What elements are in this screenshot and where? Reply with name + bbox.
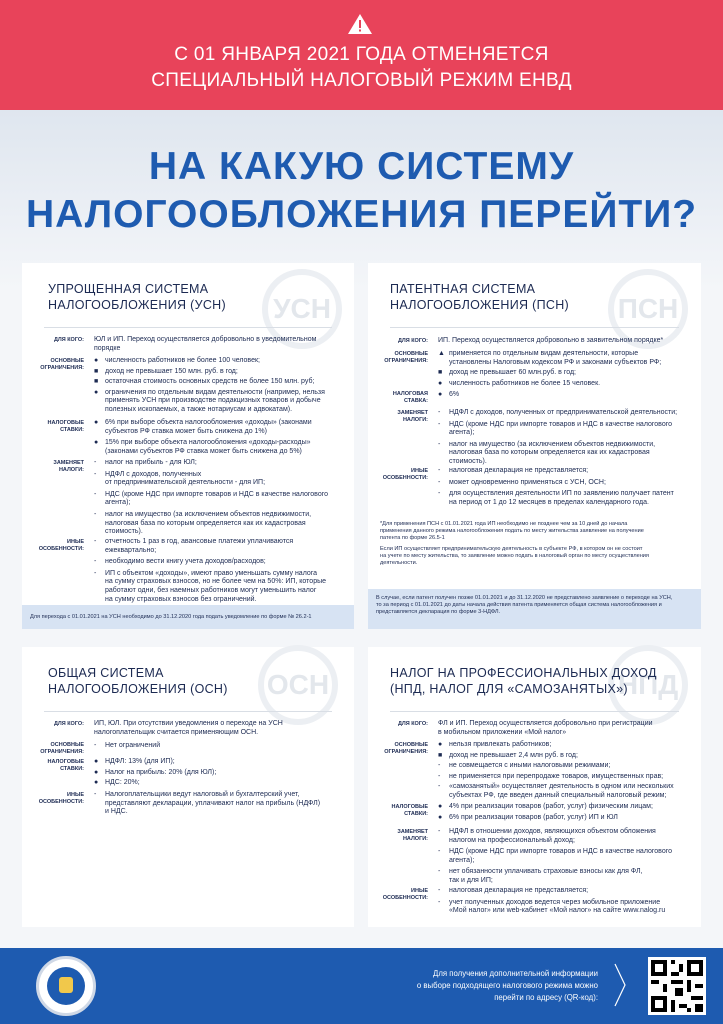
usn-who-line-2: порядке (94, 344, 121, 352)
fns-emblem-icon (36, 956, 96, 1016)
usn-limit-1: ● численность работников не более 100 человек; (94, 357, 260, 364)
npd-who-line-1: ФЛ и ИП. Переход осуществляется добровольно при регистрации (438, 720, 653, 727)
emblem-eagle-icon (59, 977, 73, 993)
npd-limit-4: - не применяется при перепродаже товаров, имущественных прав; (438, 772, 664, 780)
psn-replace-2: - НДС (кроме НДС при импорте товаров и НДС в качестве налогового (438, 420, 673, 428)
percent-icon: ● (438, 391, 443, 398)
npd-replaces (438, 828, 672, 886)
osn-label-limits-1: ОСНОВНЫЕ (50, 742, 84, 748)
usn-who (94, 336, 316, 353)
npd-rate-1: ● 4% при реализации товаров (работ, услуг) физическим лицам; (438, 803, 653, 810)
psn-label-limits-2: ОГРАНИЧЕНИЯ: (384, 358, 428, 364)
assets-icon: ■ (94, 378, 99, 386)
osn-label-rates-1: НАЛОГОВЫЕ (47, 759, 84, 765)
warning-small-icon: ▲ (438, 350, 445, 357)
psn-footnote-1b: применения данного режима налогообложения подать по месту жительства заявление на получение (380, 528, 644, 534)
osn-other-1b: представляют декларации, уплачивают налог на прибыль (НДФЛ) (105, 799, 321, 807)
usn-other-1: - отчетность 1 раз в год, авансовые платежи уплачиваются (94, 538, 294, 545)
usn-limit-4: ● ограничения по отдельным видам деятельности (например, нельзя (94, 388, 325, 396)
npd-title-line-1: НАЛОГ НА ПРОФЕССИОНАЛЬНЫХ ДОХОД (390, 666, 657, 680)
usn-label-rates-1: НАЛОГОВЫЕ (47, 420, 84, 426)
npd-divider (390, 711, 679, 712)
money-icon: ■ (438, 369, 443, 377)
psn-replace-3: - налог на имущество (за исключением объектов недвижимости, (438, 440, 656, 448)
osn-rate-1: ● НДФЛ: 13% (для ИП); (94, 758, 175, 765)
psn-replace-3c: стоимость). (449, 457, 487, 465)
usn-replace-3: - НДС (кроме НДС при импорте товаров и НДС в качестве налогового (94, 490, 329, 498)
usn-label-limits (26, 358, 84, 372)
usn-rates (94, 419, 312, 456)
usn-replace-3b: агента); (105, 499, 131, 507)
osn-limits: - Нет ограничений (94, 742, 161, 749)
footer-text (380, 968, 598, 1004)
people-icon: ● (94, 357, 99, 364)
usn-other-1b: ежеквартально; (105, 546, 157, 554)
psn-label-rates (370, 391, 428, 405)
osn-label-limits-2: ОГРАНИЧЕНИЯ: (40, 749, 84, 755)
npd-label-other (370, 888, 428, 902)
usn-rate-1: ● 6% при выборе объекта налогообложения «доходы» (законами (94, 419, 312, 426)
emblem-disc (47, 967, 85, 1005)
usn-other (94, 538, 326, 604)
psn-label-limits-1: ОСНОВНЫЕ (394, 351, 428, 357)
usn-who-line-1: ЮЛ и ИП. Переход осуществляется добровольно в уведомительном (94, 336, 317, 343)
npd-replace-3: - нет обязанности уплачивать страховые взносы как для ФЛ, (438, 868, 643, 876)
usn-label-replaces-1: ЗАМЕНЯЕТ (53, 460, 84, 466)
percent-icon: ● (438, 813, 443, 821)
usn-limit-2: ■ доход не превышает 150 млн. руб. в год; (94, 367, 238, 375)
psn-note (368, 589, 701, 629)
osn-label-other (26, 792, 84, 806)
npd-label-replaces (370, 829, 428, 843)
usn-limits (94, 357, 325, 415)
page-title-line-1: НА КАКУЮ СИСТЕМУ (148, 145, 575, 188)
usn-other-2: - необходимо вести книгу учета доходов/расходов; (94, 558, 266, 566)
psn-other (438, 467, 674, 507)
psn-replace-1: - НДФЛ с доходов, полученных от предпринимательской деятельности; (438, 409, 678, 416)
npd-label-limits-1: ОСНОВНЫЕ (394, 742, 428, 748)
percent-icon: ● (94, 419, 99, 426)
psn-note-1: В случае, если патент получен позже 01.01.2021 и до 31.12.2020 не представлено заявление о переходе на УСН, (376, 595, 673, 601)
npd-who (438, 720, 653, 737)
npd-replace-2b: агента); (449, 856, 475, 864)
osn-divider (44, 711, 332, 712)
psn-footnote-2b: на учете по месту жительства, то заявление можно подать в налоговый орган по месту осуществления (380, 553, 649, 559)
usn-label-replaces (26, 460, 84, 474)
npd-rates (438, 803, 653, 822)
psn-replaces (438, 409, 677, 467)
usn-label-replaces-2: НАЛОГИ: (58, 467, 84, 473)
usn-label-limits-2: ОГРАНИЧЕНИЯ: (40, 365, 84, 371)
psn-label-rates-1: НАЛОГОВАЯ (392, 391, 428, 397)
osn-label-other-1: ИНЫЕ (67, 792, 84, 798)
psn-label-other (370, 468, 428, 482)
percent-icon: ● (94, 779, 99, 787)
osn-label-other-2: ОСОБЕННОСТИ: (38, 799, 84, 805)
npd-other (438, 887, 665, 916)
usn-divider (44, 327, 332, 328)
psn-other-3b: на период от 1 до 12 месяцев в пределах календарного года. (449, 498, 649, 506)
psn-label-replaces-2: НАЛОГИ: (402, 417, 428, 423)
usn-replaces (94, 459, 328, 537)
npd-label-replaces-1: ЗАМЕНЯЕТ (397, 829, 428, 835)
usn-replace-2: - НДФЛ с доходов, полученных (94, 470, 202, 478)
psn-footnote-1a: *Для применения ПСН с 01.01.2021 года ИП необходимо не позднее чем за 10 дней до начала (380, 521, 628, 527)
npd-label-rates-1: НАЛОГОВЫЕ (391, 804, 428, 810)
chevron-right-icon (612, 962, 628, 1008)
footer-line-1: Для получения дополнительной информации (433, 969, 598, 978)
npd-replace-1b: налогом на профессиональный доход; (449, 836, 575, 844)
psn-label-replaces-1: ЗАМЕНЯЕТ (397, 410, 428, 416)
usn-limit-3: ■ остаточная стоимость основных средств не более 150 млн. руб; (94, 378, 315, 386)
usn-title (48, 281, 226, 313)
footer-line-2: о выборе подходящего налогового режима можно (416, 981, 598, 990)
psn-label-limits (370, 351, 428, 365)
psn-note-2: то за период с 01.01.2021 до даты начала действия патента применяется общая система налогообложения и (376, 602, 662, 608)
osn-title-line-2: НАЛОГООБЛОЖЕНИЯ (ОСН) (48, 682, 228, 696)
npd-watermark: НПД (608, 645, 688, 725)
qr-code-icon[interactable] (648, 957, 706, 1015)
psn-replace-3b: налоговая база по которым определяется как их кадастровая (449, 449, 650, 457)
usn-note: Для перехода с 01.01.2021 на УСН необходимо до 31.12.2020 года подать уведомление по форме № 26.2-1 (22, 605, 354, 629)
osn-rate-2: ● Налог на прибыль: 20% (для ЮЛ); (94, 768, 217, 776)
percent-icon: ● (94, 768, 99, 776)
top-banner (0, 0, 723, 110)
osn-title (48, 665, 228, 697)
page-title-line-2: НАЛОГООБЛОЖЕНИЯ ПЕРЕЙТИ? (25, 193, 698, 236)
psn-label-who: ДЛЯ КОГО: (397, 338, 428, 344)
npd-card (368, 647, 701, 927)
psn-limits (438, 350, 661, 388)
psn-card (368, 263, 701, 629)
psn-title-line-1: ПАТЕНТНАЯ СИСТЕМА (390, 282, 536, 296)
percent-icon: ● (438, 803, 443, 810)
npd-limit-5b: субъектах РФ, где введен данный специальный налоговый режим; (449, 791, 667, 799)
osn-label-who: ДЛЯ КОГО: (53, 721, 84, 727)
psn-label-replaces (370, 410, 428, 424)
bullet-icon: ● (94, 388, 99, 396)
npd-replace-2: - НДС (кроме НДС при импорте товаров и НДС в качестве налогового (438, 848, 673, 856)
people-icon: ● (438, 379, 443, 387)
people-icon: ● (438, 741, 443, 748)
npd-label-limits-2: ОГРАНИЧЕНИЯ: (384, 749, 428, 755)
banner-line-1: С 01 ЯНВАРЯ 2021 ГОДА ОТМЕНЯЕТСЯ (174, 44, 549, 65)
usn-replace-2b: от предпринимательской деятельности - для ИП; (105, 479, 266, 487)
percent-icon: ● (94, 439, 99, 447)
npd-limit-3: - не совмещается с иными налоговыми режимами; (438, 762, 611, 770)
usn-other-3: - ИП с объектом «доходы», имеют право уменьшать сумму налога (94, 569, 318, 577)
psn-limit-3: ● численность работников не более 15 человек. (438, 379, 601, 387)
npd-title (390, 665, 657, 697)
psn-who: ИП. Переход осуществляется добровольно в заявительном порядке* (438, 337, 664, 344)
osn-title-line-1: ОБЩАЯ СИСТЕМА (48, 666, 164, 680)
osn-card (22, 647, 354, 927)
usn-rate-2b: (законами субъектов РФ ставка может быть снижена до 5%) (105, 447, 302, 455)
usn-label-other (26, 539, 84, 553)
usn-label-other-2: ОСОБЕННОСТИ: (38, 546, 84, 552)
osn-rates (94, 758, 216, 788)
psn-other-3: - для осуществления деятельности ИП по заявлению получает патент (438, 490, 674, 498)
npd-other-2b: «Мой налог» или web-кабинет «Мой налог» на сайте www.nalog.ru (449, 907, 666, 915)
psn-footnote-2a: Если ИП осуществляет предпринимательскую деятельность в субъекте РФ, в котором он не состоит (380, 546, 643, 552)
npd-other-1: - налоговая декларация не представляется; (438, 887, 589, 894)
usn-title-line-1: УПРОЩЕННАЯ СИСТЕМА (48, 282, 209, 296)
psn-rate: ● 6% (438, 391, 460, 398)
osn-who-line-2: налогоплательщик считается применяющим ОСН. (94, 728, 259, 736)
psn-replace-2b: агента); (449, 429, 475, 437)
psn-other-1: - налоговая декларация не представляется; (438, 467, 589, 474)
osn-who (94, 720, 283, 737)
usn-watermark: УСН (262, 269, 342, 349)
npd-label-other-1: ИНЫЕ (411, 888, 428, 894)
psn-title (390, 281, 569, 313)
npd-limit-5: - «самозанятый» осуществляет деятельность в одном или нескольких (438, 783, 674, 791)
osn-watermark: ОСН (258, 645, 338, 725)
usn-other-3b: на сумму страховых взносов, но не более чем на 50%: ИП, которые (105, 578, 327, 586)
npd-rate-2: ● 6% при реализации товаров (работ, услуг) ИП и ЮЛ (438, 813, 618, 821)
npd-label-rates (370, 804, 428, 818)
npd-limit-2: ■ доход не превышает 2,4 млн руб. в год; (438, 751, 578, 759)
usn-label-limits-1: ОСНОВНЫЕ (50, 358, 84, 364)
npd-label-rates-2: СТАВКИ: (404, 811, 428, 817)
usn-label-rates (26, 420, 84, 434)
usn-replace-1: - налог на прибыль - для ЮЛ; (94, 459, 197, 466)
npd-replace-3b: так и для ИП; (449, 876, 493, 884)
psn-limit-1b: установлены Налоговым кодексом РФ и законами субъектов РФ; (449, 358, 662, 366)
qr-code-pattern (651, 960, 703, 1012)
osn-other (94, 791, 320, 817)
banner-line-2: СПЕЦИАЛЬНЫЙ НАЛОГОВЫЙ РЕЖИМ ЕНВД (151, 70, 572, 91)
psn-label-other-2: ОСОБЕННОСТИ: (382, 475, 428, 481)
footer-line-3: перейти по адресу (QR-код): (494, 993, 598, 1002)
psn-footnote (380, 521, 695, 567)
psn-label-rates-2: СТАВКА: (404, 398, 428, 404)
osn-other-1c: и НДС. (105, 808, 128, 816)
osn-other-1: - Налогоплательщики ведут налоговый и бухгалтерский учет, (94, 791, 300, 798)
psn-label-other-1: ИНЫЕ (411, 468, 428, 474)
usn-replace-4b: налоговая база по которым определяется как их кадастровая (105, 519, 306, 527)
money-icon: ■ (94, 367, 99, 375)
osn-who-line-1: ИП, ЮЛ. При отсутствии уведомления о переходе на УСН (94, 720, 283, 727)
psn-note-3: представляется декларация по форме 3-НДФЛ. (376, 609, 501, 615)
warning-icon (348, 14, 372, 34)
psn-footnote-2c: деятельности. (380, 560, 418, 566)
npd-label-limits (370, 742, 428, 756)
usn-limit-5: применять УСН при производстве подакцизных товаров и добыче (105, 397, 321, 405)
usn-rate-1b: субъектов РФ ставка может быть снижена до 1%) (105, 427, 267, 435)
npd-other-2: - учет полученных доходов ведется через мобильное приложение (438, 898, 661, 906)
psn-other-2: - может одновременно применяться с УСН, ОСН; (438, 478, 606, 486)
psn-limit-1: ▲ применяется по отдельным видам деятельности, которые (438, 350, 639, 357)
psn-title-line-2: НАЛОГООБЛОЖЕНИЯ (ПСН) (390, 298, 569, 312)
npd-label-other-2: ОСОБЕННОСТИ: (382, 895, 428, 901)
psn-limit-2: ■ доход не превышает 60 млн.руб. в год; (438, 369, 577, 377)
usn-replace-4c: стоимость). (105, 528, 143, 536)
npd-label-who: ДЛЯ КОГО: (397, 721, 428, 727)
percent-icon: ● (94, 758, 99, 765)
npd-who-line-2: в мобильном приложении «Мой налог» (438, 728, 567, 736)
usn-rate-2: ● 15% при выборе объекта налогообложения «доходы-расходы» (94, 439, 311, 447)
usn-label-other-1: ИНЫЕ (67, 539, 84, 545)
osn-rate-3: ● НДС: 20%; (94, 779, 140, 787)
usn-card (22, 263, 354, 629)
npd-replace-1: - НДФЛ в отношении доходов, являющихся объектом обложения (438, 828, 656, 835)
usn-title-line-2: НАЛОГООБЛОЖЕНИЯ (УСН) (48, 298, 226, 312)
psn-divider (390, 327, 679, 328)
osn-label-rates (26, 759, 84, 773)
psn-watermark: ПСН (608, 269, 688, 349)
usn-limit-6: полезных ископаемых, а также нотариусам и адвокатам). (105, 405, 293, 413)
psn-footnote-1c: патента по форме 26.5-1 (380, 535, 445, 541)
money-icon: ■ (438, 751, 443, 759)
osn-label-limits (26, 742, 84, 756)
usn-other-3c: работают одни, без наемных работников могут уменьшить налог (105, 586, 317, 594)
npd-limit-1: ● нельзя привлекать работников; (438, 741, 552, 748)
page-title (0, 143, 723, 239)
npd-limits (438, 741, 674, 801)
npd-label-replaces-2: НАЛОГИ: (402, 836, 428, 842)
usn-label-who: ДЛЯ КОГО: (53, 337, 84, 343)
usn-label-rates-2: СТАВКИ: (60, 427, 84, 433)
osn-label-rates-2: СТАВКИ: (60, 766, 84, 772)
usn-replace-4: - налог на имущество (за исключением объектов недвижимости, (94, 510, 312, 518)
usn-other-3d: на сумму страховых взносов без ограничений. (105, 595, 257, 603)
npd-title-line-2: (НПД, НАЛОГ ДЛЯ «САМОЗАНЯТЫХ») (390, 682, 628, 696)
